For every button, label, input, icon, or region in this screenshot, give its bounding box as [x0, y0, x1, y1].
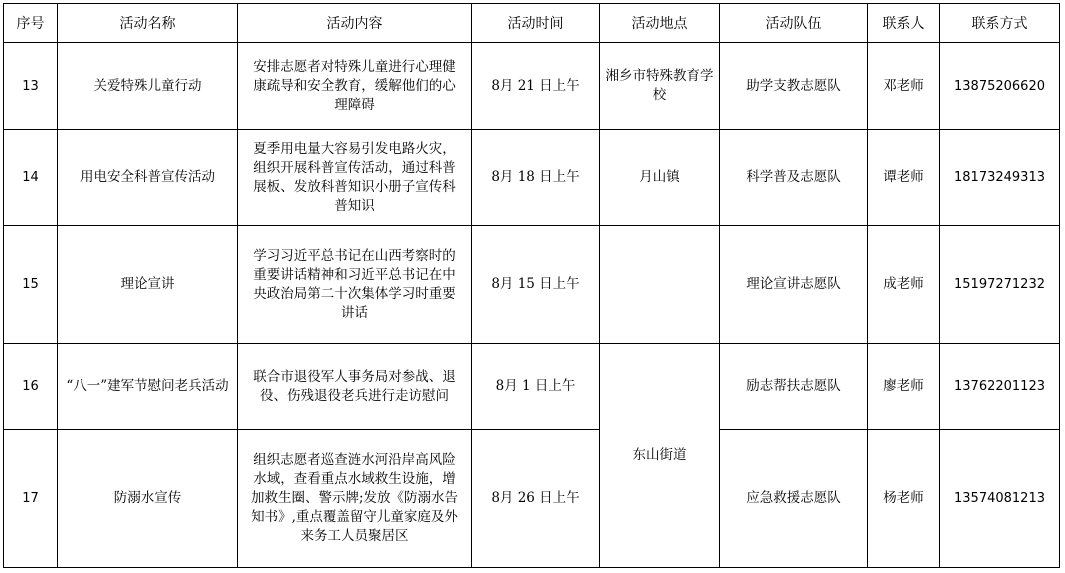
row-contact-phone: 13574081213 [940, 430, 1060, 568]
row-activity-content: 学习习近平总书记在山西考察时的重要讲话精神和习近平总书记在中央政治局第二十次集体学习时重要讲话 [238, 226, 472, 344]
header-activity-name: 活动名称 [58, 4, 238, 43]
header-contact-person: 联系人 [868, 4, 940, 43]
row-activity-content: 组织志愿者巡查涟水河沿岸高风险水域，查看重点水域救生设施，增加救生圈、警示牌;发放《防溺水告知书》,重点覆盖留守儿童家庭及外来务工人员聚居区 [238, 430, 472, 568]
header-activity-time: 活动时间 [472, 4, 600, 43]
row-activity-name: 用电安全科普宣传活动 [58, 130, 238, 226]
row-serial: 13 [4, 43, 58, 130]
row-contact-person: 邓老师 [868, 43, 940, 130]
row-activity-content: 安排志愿者对特殊儿童进行心理健康疏导和安全教育，缓解他们的心理障碍 [238, 43, 472, 130]
header-activity-place: 活动地点 [600, 4, 720, 43]
header-row [4, 4, 1060, 43]
row-contact-phone: 18173249313 [940, 130, 1060, 226]
row-contact-person: 杨老师 [868, 430, 940, 568]
row-activity-name: “八一”建军节慰问老兵活动 [58, 344, 238, 430]
activity-table [3, 3, 1060, 568]
row-activity-name: 关爱特殊儿童行动 [58, 43, 238, 130]
row-activity-place: 月山镇 [600, 130, 720, 226]
row-serial: 16 [4, 344, 58, 430]
row-activity-team: 助学支教志愿队 [720, 43, 868, 130]
row-contact-person: 谭老师 [868, 130, 940, 226]
row-activity-content: 夏季用电量大容易引发电路火灾，组织开展科普宣传活动，通过科普展板、发放科普知识小册子宣传科普知识 [238, 130, 472, 226]
row-contact-phone: 15197271232 [940, 226, 1060, 344]
row-activity-time: 8月 1 日上午 [472, 344, 600, 430]
row-activity-team: 科学普及志愿队 [720, 130, 868, 226]
row-activity-time: 8月 21 日上午 [472, 43, 600, 130]
row-serial: 14 [4, 130, 58, 226]
row-serial: 15 [4, 226, 58, 344]
table-row [4, 430, 1060, 568]
header-activity-content: 活动内容 [238, 4, 472, 43]
table-row [4, 130, 1060, 226]
row-serial: 17 [4, 430, 58, 568]
row-contact-phone: 13762201123 [940, 344, 1060, 430]
row-activity-place: 湘乡市特殊教育学校 [600, 43, 720, 130]
header-activity-team: 活动队伍 [720, 4, 868, 43]
table-row [4, 226, 1060, 344]
header-contact-phone: 联系方式 [940, 4, 1060, 43]
row-activity-time: 8月 18 日上午 [472, 130, 600, 226]
row-contact-person: 成老师 [868, 226, 940, 344]
row-activity-team: 励志帮扶志愿队 [720, 344, 868, 430]
row-activity-content: 联合市退役军人事务局对参战、退役、伤残退役老兵进行走访慰问 [238, 344, 472, 430]
row-activity-team: 理论宣讲志愿队 [720, 226, 868, 344]
row-activity-name: 理论宣讲 [58, 226, 238, 344]
row-contact-phone: 13875206620 [940, 43, 1060, 130]
row-activity-team: 应急救援志愿队 [720, 430, 868, 568]
row-activity-name: 防溺水宣传 [58, 430, 238, 568]
table-row [4, 43, 1060, 130]
table-row [4, 344, 1060, 430]
row-activity-time: 8月 26 日上午 [472, 430, 600, 568]
row-contact-person: 廖老师 [868, 344, 940, 430]
row-activity-place: 东山街道 [600, 344, 720, 568]
row-activity-time: 8月 15 日上午 [472, 226, 600, 344]
row-activity-place [600, 226, 720, 344]
header-serial: 序号 [4, 4, 58, 43]
